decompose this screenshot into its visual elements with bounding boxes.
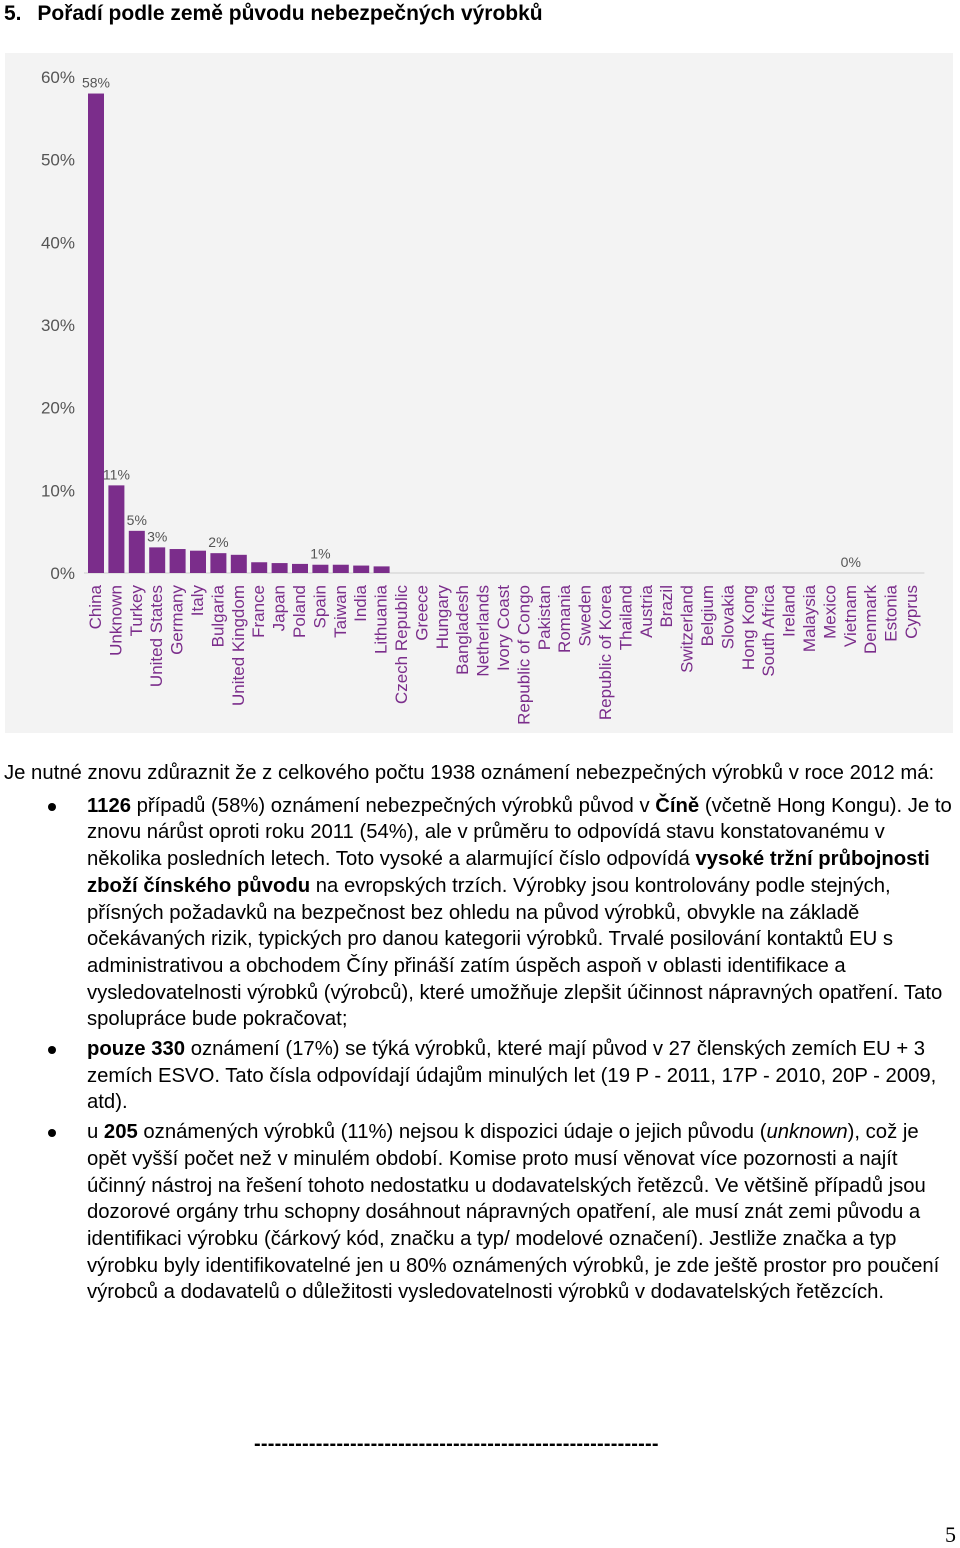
section-number: 5.	[4, 2, 22, 25]
x-tick-label: Turkey	[126, 585, 146, 637]
data-label: 5%	[126, 511, 147, 528]
x-tick-label: Greece	[412, 585, 432, 641]
x-tick-label: Slovakia	[718, 585, 738, 650]
bullet-list	[4, 793, 956, 1306]
x-tick-label: Bangladesh	[453, 585, 473, 675]
bar	[170, 549, 186, 573]
x-tick-label: Sweden	[575, 585, 595, 647]
x-tick-label: Malaysia	[800, 585, 819, 653]
x-tick-label: Belgium	[698, 585, 717, 647]
section-title: Pořadí podle země původu nebezpečných výrobků	[37, 2, 543, 25]
x-tick-label: Unknown	[106, 585, 126, 656]
x-tick-label: Republic of Korea	[596, 585, 615, 721]
x-tick-label: Cyprus	[902, 585, 921, 639]
bullet-text: (včetně Hong Kongu). Je to znovu nárůst oproti roku 2011 (54%), ale v průměru to odpovídá stavu konstatovanému v několika posledních letech. Toto vysoké a alarmující číslo odpovídá	[87, 794, 952, 871]
bar	[353, 566, 369, 573]
x-tick-label: South Africa	[759, 585, 779, 677]
x-tick-label: Estonia	[881, 585, 901, 642]
data-label: 58%	[81, 74, 111, 91]
unknown-word: unknown	[766, 1121, 848, 1144]
y-tick-label: 50%	[40, 150, 75, 170]
bar	[231, 555, 247, 573]
data-label: 1%	[310, 545, 331, 562]
bar-chart-svg	[5, 53, 953, 733]
x-tick-label: Vietnam	[840, 585, 860, 648]
x-tick-label: Republic of Congo	[514, 585, 534, 725]
bullet-text: u	[87, 1121, 104, 1144]
x-tick-label: Italy	[188, 585, 207, 617]
y-tick-label: 30%	[40, 316, 75, 335]
x-tick-label: Romania	[555, 585, 575, 654]
bullet-unknown	[4, 1119, 956, 1306]
intro-paragraph: Je nutné znovu zdůraznit že z celkového počtu 1938 oznámení nebezpečných výrobků v roce 2012 má:	[4, 762, 935, 784]
bar	[190, 551, 206, 573]
x-tick-label: India	[351, 585, 371, 622]
bar	[312, 565, 328, 573]
market-penetration-phrase: vysoké tržní průbojnosti zboží čínského původu	[87, 848, 930, 897]
bullet-text: oznámených výrobků (11%) nejsou k dispozici údaje o jejich původu (	[137, 1121, 767, 1144]
data-label: 11%	[102, 466, 130, 483]
bullet-text: oznámení (17%) se týká výrobků, které mají původ v 27 členských zemích EU + 3 zemích ESVO. Tato čísla odpovídají údajům minulých let (19 P - 2011, 17P - 2010, 20P - 2009, atd).	[87, 1038, 937, 1114]
x-tick-label: Taiwan	[330, 585, 350, 638]
bullet-text: ), což je opět vyšší počet než v minulém období. Komise proto musí věnovat více pozornosti a najít účinný nástroj na řešení tohoto nedostatku u dodavatelských řetězců. Ve většině případů jsou dozorové orgány trhu schopny dosáhnout nápravných opatření, ale musí znát zemi původu a identifikaci výrobku (čárkový kód, značku a typ/ modelové označení). Jestliže značka a typ výrobku byly identifikovatelné jen u 80% oznámených výrobků, je zde ještě prostor pro poučení výrobců a dodavatelů o důležitosti vysledovatelnosti výrobků v dodavatelských řetězcích.	[87, 1121, 940, 1304]
separator-line: -----------------------------------------------------------	[254, 1433, 659, 1455]
x-tick-label: Germany	[167, 585, 187, 655]
x-tick-label: Pakistan	[534, 585, 554, 651]
x-tick-label: Ireland	[779, 585, 799, 637]
data-label: 3%	[147, 528, 168, 545]
y-tick-label: 60%	[40, 68, 75, 87]
x-tick-label: Switzerland	[677, 585, 697, 673]
data-label: 2%	[208, 534, 229, 551]
bullet-dot-icon	[48, 1046, 56, 1054]
x-tick-label: Brazil	[657, 585, 677, 628]
data-label: 0%	[840, 554, 861, 570]
x-tick-label: Mexico	[820, 585, 840, 639]
country-of-origin-chart	[5, 53, 953, 733]
x-tick-label: Hong Kong	[738, 585, 758, 671]
x-tick-label: Poland	[290, 585, 309, 638]
bar	[374, 566, 390, 573]
x-tick-label: Japan	[269, 585, 289, 632]
x-tick-label: Lithuania	[371, 585, 391, 655]
unknown-count: 205	[103, 1121, 138, 1144]
x-tick-label: China	[86, 585, 105, 630]
x-tick-label: France	[249, 585, 269, 638]
x-tick-label: Thailand	[616, 585, 636, 651]
x-tick-label: Bulgaria	[208, 585, 228, 648]
x-tick-label: Hungary	[432, 585, 452, 650]
bar	[129, 531, 145, 573]
bar	[149, 547, 165, 573]
bar	[210, 553, 226, 573]
china-word: Číně	[655, 794, 700, 817]
page-number: 5	[945, 1522, 956, 1547]
bar	[333, 565, 349, 573]
x-tick-label: Denmark	[861, 585, 881, 654]
x-tick-label: United Kingdom	[228, 585, 248, 706]
bullet-text: na evropských trzích. Výrobky jsou kontrolovány podle stejných, přísných požadavků na bezpečnost bez ohledu na původ výrobků, obvykle na základě očekávaných rizik, typických pro danou kategorii výrobků. Trvalé posilování kontaktů EU s administrativou a obchodem Číny přináší zatím úspěch aspoň v oblasti identifikace a vysledovatelnosti výrobků (výrobců), které umožňuje zlepšit účinnost nápravných opatření. Tato spolupráce bude pokračovat;	[87, 874, 943, 1031]
x-tick-label: Netherlands	[473, 585, 493, 677]
x-tick-label: United States	[147, 585, 167, 688]
x-tick-label: Ivory Coast	[494, 585, 513, 671]
bar	[292, 564, 308, 573]
bullet-text: případů (58%) oznámení nebezpečných výrobků původ v	[131, 794, 656, 817]
bullet-dot-icon	[48, 1129, 56, 1137]
x-tick-label: Czech Republic	[392, 585, 411, 705]
section-heading	[4, 2, 543, 26]
x-tick-label: Spain	[310, 585, 330, 629]
y-tick-label: 20%	[40, 398, 75, 418]
eu-count: pouze 330	[87, 1038, 186, 1061]
china-count: 1126	[87, 794, 131, 817]
bullet-dot-icon	[48, 803, 56, 811]
bar	[251, 562, 267, 573]
bar	[272, 563, 288, 573]
bullet-eu	[4, 1036, 956, 1116]
bullet-china	[4, 793, 956, 1033]
bar	[88, 94, 104, 573]
bar	[108, 485, 124, 573]
y-tick-label: 40%	[40, 233, 75, 253]
y-tick-label: 10%	[40, 481, 75, 501]
body-text	[4, 760, 956, 1309]
x-tick-label: Austria	[636, 585, 656, 638]
y-tick-label: 0%	[50, 564, 75, 583]
